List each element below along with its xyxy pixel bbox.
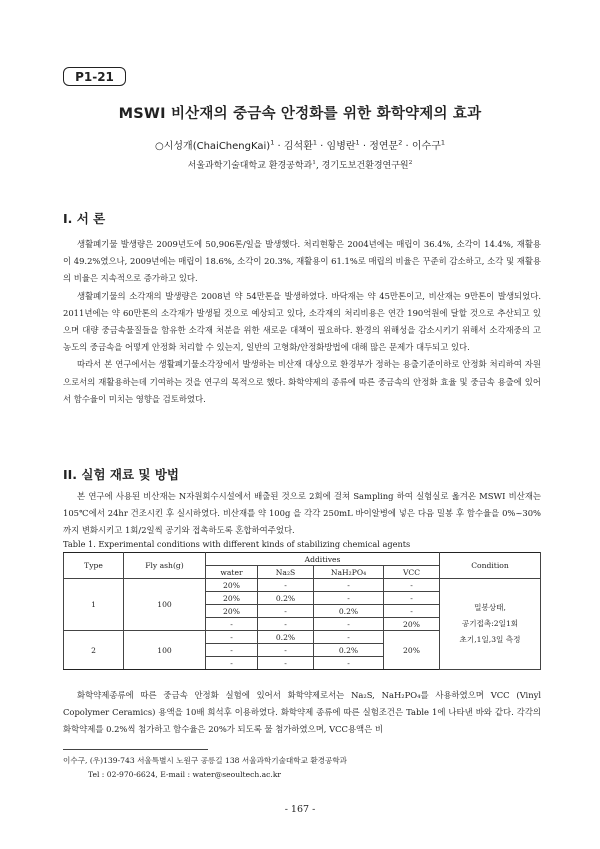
cell: - bbox=[206, 631, 258, 644]
col-header-nah2po4: NaH₂PO₄ bbox=[314, 566, 384, 579]
condition-line: 초기,1일,3일 측정 bbox=[459, 635, 521, 644]
cell: - bbox=[206, 644, 258, 657]
footnote-contact: Tel : 02-970-6624, E-mail : water@seoultech.ac.kr bbox=[88, 770, 282, 779]
col-header-type: Type bbox=[64, 553, 124, 579]
cell: - bbox=[314, 631, 384, 644]
author-affiliation-mark: 1 bbox=[440, 138, 446, 147]
presenter-mark: ○ bbox=[154, 141, 164, 152]
affiliation-name: 경기도보건환경연구원 bbox=[321, 161, 409, 171]
author-name: 이수구 bbox=[411, 141, 441, 152]
author-affiliation-mark: 1 bbox=[355, 138, 360, 147]
cell: - bbox=[384, 592, 440, 605]
cell: 20% bbox=[206, 579, 258, 592]
condition-line: 공기접촉:2일1회 bbox=[461, 619, 519, 628]
author-affiliation-mark: 1 bbox=[312, 138, 317, 147]
col-header-na2s: Na₂S bbox=[258, 566, 314, 579]
cell: - bbox=[258, 605, 314, 618]
affiliation-list: 서울과학기술대학교 환경공학과$^1$, 경기도보건환경연구원$^2$ bbox=[187, 160, 413, 171]
introduction-body bbox=[63, 236, 541, 408]
cell: - bbox=[314, 657, 384, 670]
cell-vcc: 20% bbox=[384, 631, 440, 670]
methods-body bbox=[63, 488, 541, 540]
cell-condition bbox=[440, 579, 541, 670]
paragraph: 따라서 본 연구에서는 생활폐기물소각장에서 발생하는 비산재 대상으로 환경부가 정하는 용출기준이하로 안정화 처리하여 자원으로서의 재활용하는데 기여하는 것을 연구의 목적으로 했다. 화학약제의 종류에 따른 중금속의 안정화 효율 및 중금속 용출에 있어서 함수율이 미치는 영향을 검토하였다. bbox=[63, 359, 541, 404]
cell: - bbox=[258, 618, 314, 631]
cell: - bbox=[206, 618, 258, 631]
cell: 0.2% bbox=[314, 605, 384, 618]
author-separator: · bbox=[317, 141, 327, 152]
section-heading-methods: II. 실험 재료 및 방법 bbox=[63, 467, 179, 482]
cell: - bbox=[314, 579, 384, 592]
author-separator: · bbox=[274, 141, 284, 152]
affiliation-mark: 1 bbox=[312, 160, 316, 166]
paper-title: MSWI 비산재의 중금속 안정화를 위한 화학약제의 효과 bbox=[118, 106, 482, 122]
section-heading-introduction: I. 서 론 bbox=[63, 211, 106, 226]
col-header-fly-ash: Fly ash(g) bbox=[124, 553, 206, 579]
cell: - bbox=[314, 592, 384, 605]
cell: - bbox=[206, 657, 258, 670]
cell: 20% bbox=[384, 618, 440, 631]
cell: - bbox=[384, 605, 440, 618]
cell: 0.2% bbox=[258, 631, 314, 644]
paragraph: 화학약제종류에 따른 중금속 안정화 실험에 있어서 화학약제로서는 Na₂S, NaH₂PO₄를 사용하였으며 VCC (Vinyl Copolymer Ceramics) 용액을 10배 희석후 이용하였다. 화학약제 종류에 따른 실험조건은 Table 1에 나타낸 바와 같다. 각각의 화학약제를 0.2%씩 첨가하고 함수율은 20%가 되도록 물 첨가하였으며, VCC용액은 비 bbox=[63, 690, 541, 735]
methods-body-continued bbox=[63, 687, 541, 739]
paragraph: 생활폐기물 발생량은 2009년도에 50,906톤/일을 발생했다. 처리현황은 2004년에는 매립이 36.4%, 소각이 14.4%, 재활용이 49.2%였으나, 2009년에는 매립이 18.6%, 소각이 20.3%, 재활용이 61.1%로 매립의 비율은 꾸준히 감소하고, 소각 및 재활용의 비율은 지속적으로 증가하고 있다. bbox=[63, 239, 541, 284]
paragraph: 본 연구에 사용된 비산재는 N자원회수시설에서 배출된 것으로 2회에 걸쳐 Sampling 하여 실험실로 옮겨온 MSWI 비산재는 105℃에서 24hr 건조시킨 후 실시하였다. 비산재를 약 100g 을 각각 250mL 바이알병에 넣은 다음 밀봉 후 함수율을 0%~30%까지 변화시키고 1회/2일씩 공기와 접촉하도록 혼합하여주었다. bbox=[63, 491, 541, 536]
cell: - bbox=[258, 657, 314, 670]
author-name: 시성개(ChaiChengKai) bbox=[163, 141, 271, 152]
paragraph: 생활폐기물의 소각재의 발생량은 2008년 약 54만톤을 발생하였다. 바닥재는 약 45만톤이고, 비산재는 9만톤이 발생되었다. 2011년에는 약 60만톤의 소각재가 발생될 것으로 예상되고 있다, 소각재의 처리비용은 연간 190억원에 달할 것으로 추산되고 있으며 대량 중금속물질들을 함유한 소각재 처분을 위한 새로운 대책이 필요하다. 환경의 위해성을 감소시키기 위해서 소각재중의 고농도의 중금속을 어떻게 안정화 처리할 수 있는지, 일반의 고형화/안정화방법에 대해 많은 문제가 대두되고 있다. bbox=[63, 290, 541, 353]
author-name: 정연문 bbox=[369, 141, 399, 152]
author-affiliation-mark: 2 bbox=[398, 138, 403, 147]
cell-type: 2 bbox=[64, 631, 124, 670]
author-separator: · bbox=[359, 141, 370, 152]
author-affiliation-mark: 1 bbox=[270, 138, 275, 147]
paper-id-badge: P1-21 bbox=[63, 67, 126, 86]
footnote-address: 이수구, (우)139-743 서울특별시 노원구 공릉길 138 서울과학기술대학교 환경공학과 bbox=[63, 756, 348, 765]
table-row bbox=[64, 579, 541, 592]
col-header-additives: Additives bbox=[206, 553, 440, 566]
footnote-divider bbox=[63, 749, 208, 750]
author-separator: · bbox=[402, 141, 412, 152]
cell: 0.2% bbox=[258, 592, 314, 605]
author-list bbox=[0, 137, 600, 152]
cell: - bbox=[258, 644, 314, 657]
cell-type: 1 bbox=[64, 579, 124, 631]
cell: - bbox=[384, 579, 440, 592]
condition-line: 밀봉상태, bbox=[474, 603, 506, 612]
cell-fly-ash: 100 bbox=[124, 579, 206, 631]
experimental-conditions-table bbox=[63, 552, 541, 670]
cell: 0.2% bbox=[314, 644, 384, 657]
affiliation-mark: 2 bbox=[408, 160, 413, 166]
affiliation-name: 서울과학기술대학교 환경공학과 bbox=[187, 161, 313, 171]
cell: - bbox=[258, 579, 314, 592]
col-header-condition: Condition bbox=[440, 553, 541, 579]
author-name: 임병란 bbox=[326, 141, 356, 152]
cell: 20% bbox=[206, 605, 258, 618]
cell: 20% bbox=[206, 592, 258, 605]
author-name: 김석환 bbox=[283, 141, 313, 152]
cell-fly-ash: 100 bbox=[124, 631, 206, 670]
footnote bbox=[63, 754, 347, 782]
table-caption: Table 1. Experimental conditions with different kinds of stabilizing chemical agents bbox=[63, 539, 411, 549]
col-header-water: water bbox=[206, 566, 258, 579]
page-number: - 167 - bbox=[284, 804, 316, 815]
col-header-vcc: VCC bbox=[384, 566, 440, 579]
cell: - bbox=[314, 618, 384, 631]
